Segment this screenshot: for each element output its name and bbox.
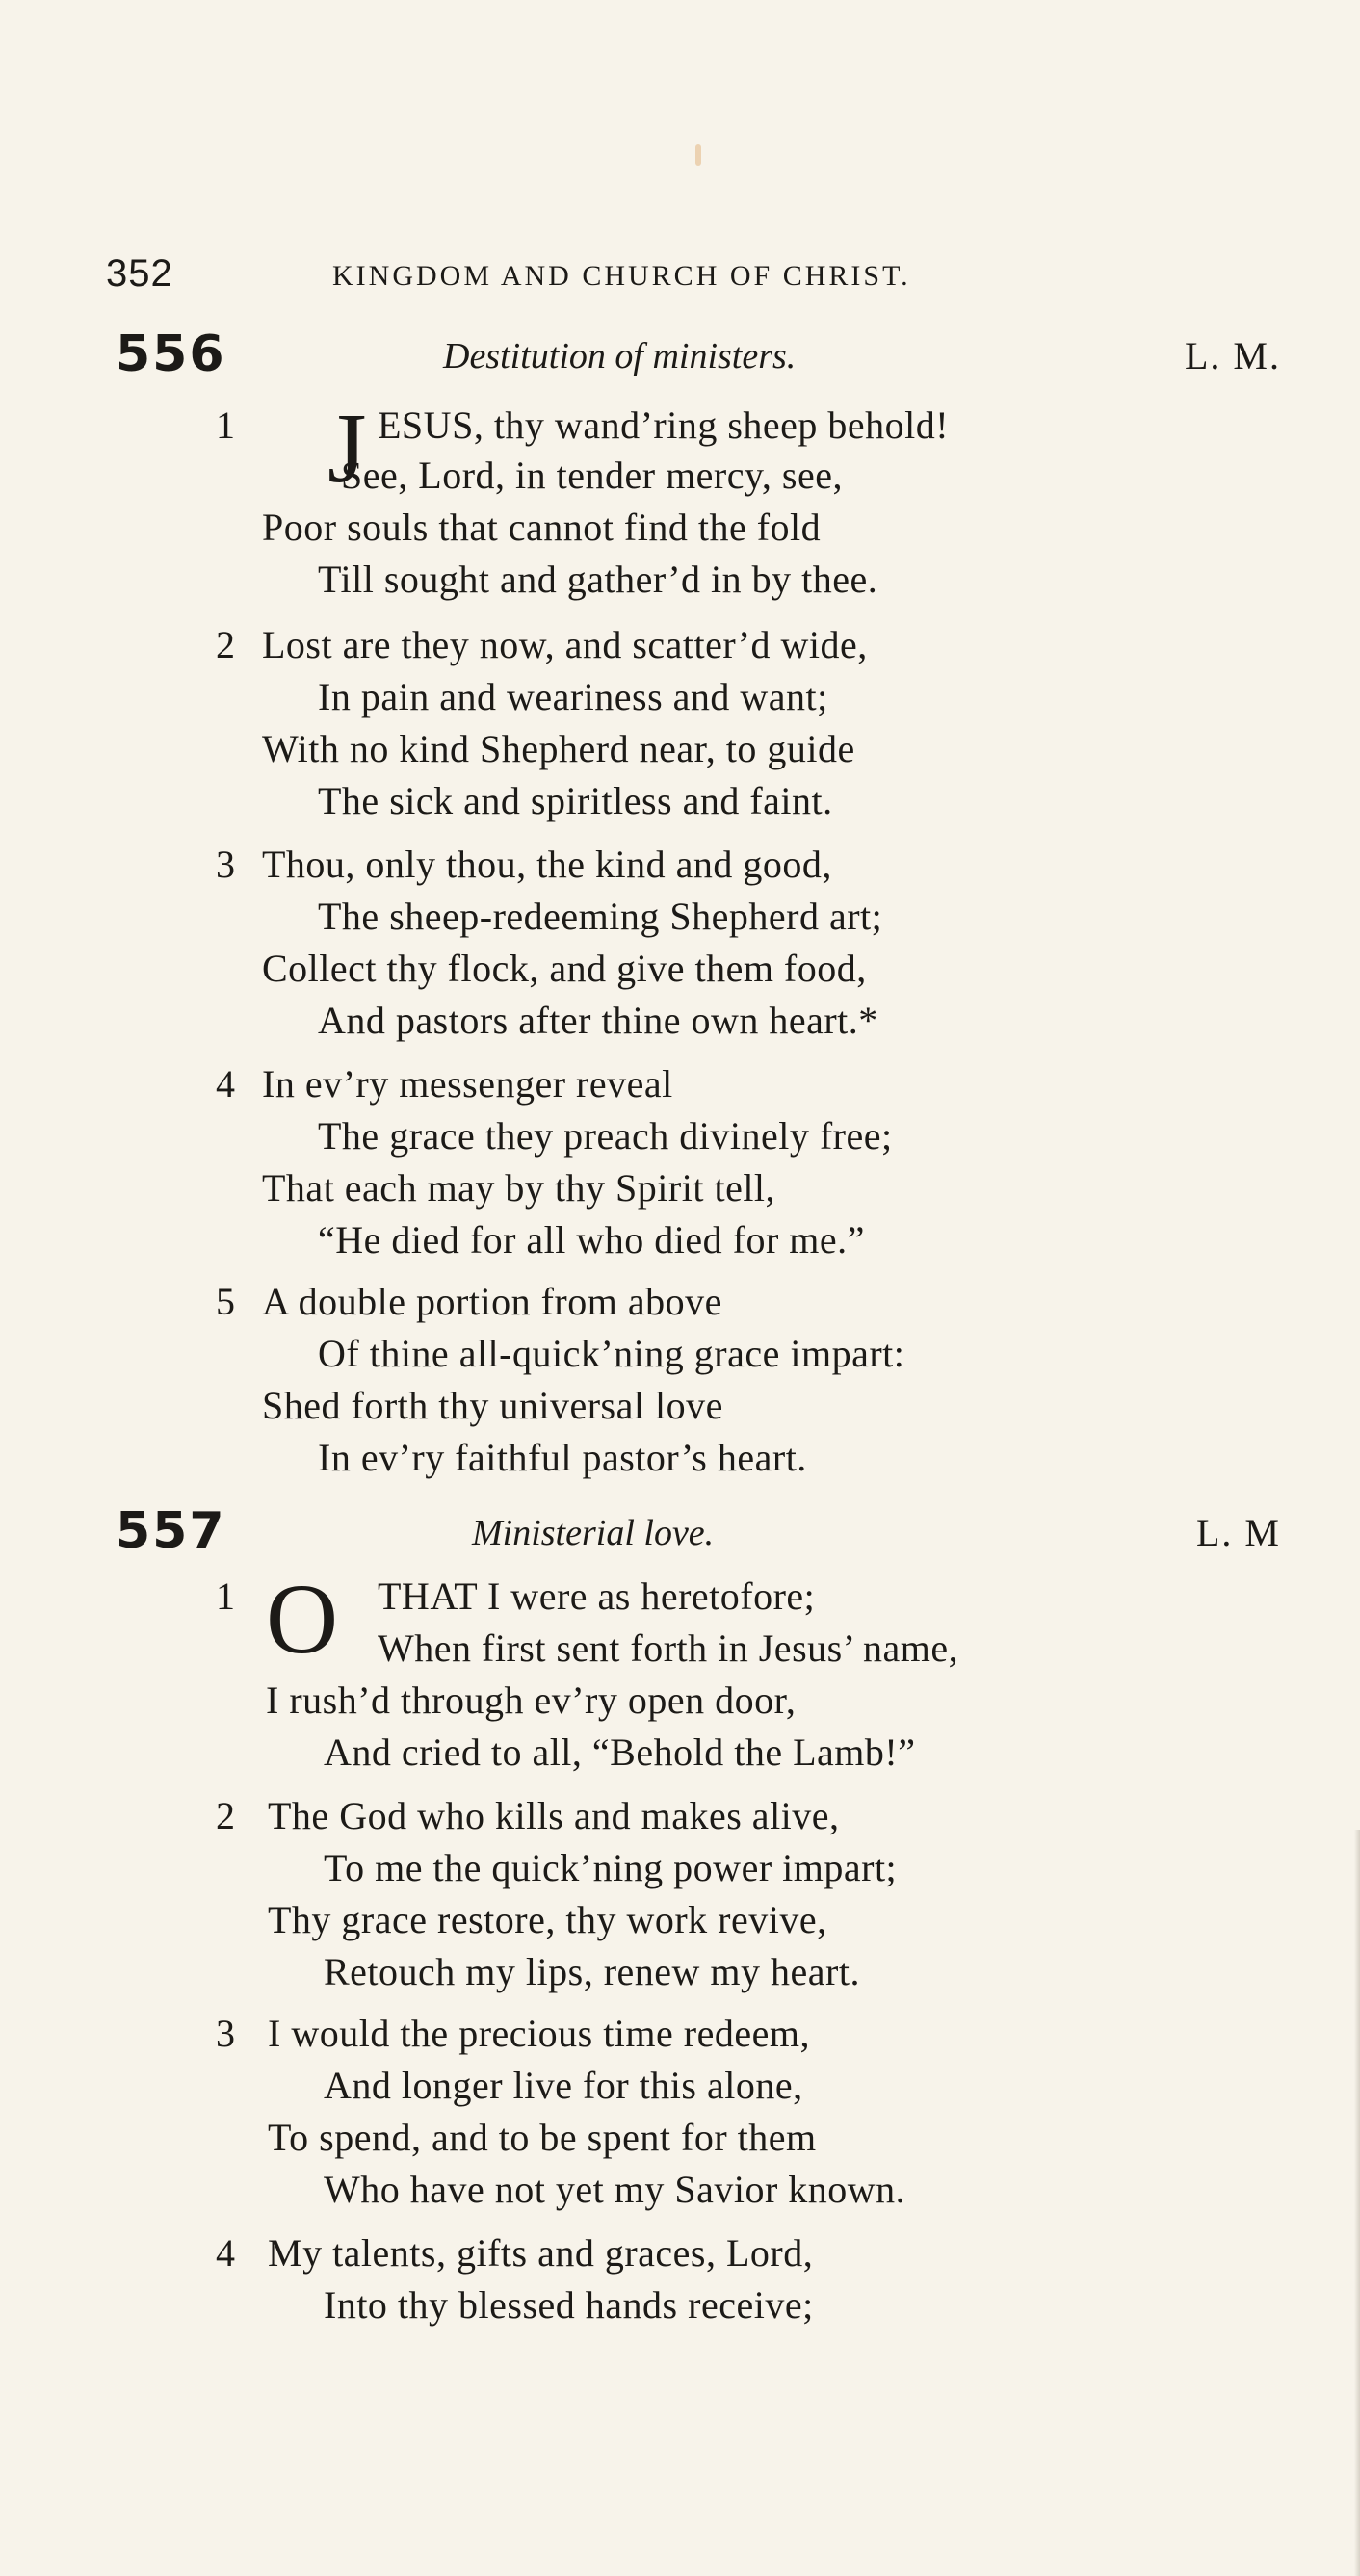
hymn-meter: L. M.	[1185, 334, 1281, 377]
running-head	[106, 252, 1079, 300]
verse-line: “He died for all who died for me.”	[318, 1218, 865, 1262]
verse-line: With no kind Shepherd near, to guide	[262, 727, 855, 770]
verse-line: To me the quick’ning power impart;	[324, 1846, 898, 1889]
stanza-number: 2	[216, 623, 235, 666]
verse-line: The sick and spiritless and faint.	[318, 779, 833, 822]
verse-line: And pastors after thine own heart.*	[318, 999, 878, 1042]
verse-line: Thou, only thou, the kind and good,	[262, 843, 832, 886]
verse-line: I would the precious time redeem,	[268, 2012, 810, 2055]
verse-line: The grace they preach divinely free;	[318, 1114, 893, 1158]
verse-line: In ev’ry faithful pastor’s heart.	[318, 1436, 807, 1479]
stanza-number: 1	[216, 1574, 235, 1618]
running-title: KINGDOM AND CHURCH OF CHRIST.	[332, 260, 911, 292]
stanza-number: 2	[216, 1794, 235, 1837]
drop-capital: O	[266, 1564, 339, 1675]
drop-capital: J	[327, 393, 367, 504]
verse-line: Till sought and gather’d in by thee.	[318, 558, 878, 601]
hymn-number: 557	[116, 1502, 226, 1560]
verse-line: A double portion from above	[262, 1280, 722, 1323]
hymn-556-heading	[116, 325, 1281, 393]
hymn-557-heading	[116, 1502, 1281, 1570]
stanza-number: 5	[216, 1280, 235, 1323]
verse-line: Who have not yet my Savior known.	[324, 2168, 906, 2211]
verse-line: And cried to all, “Behold the Lamb!”	[324, 1730, 916, 1774]
ink-smudge	[695, 144, 701, 166]
verse-line: Poor souls that cannot find the fold	[262, 506, 822, 549]
verse-line: To spend, and to be spent for them	[268, 2116, 817, 2159]
verse-line: The sheep-redeeming Shepherd art;	[318, 895, 883, 938]
verse-line: And longer live for this alone,	[324, 2064, 803, 2107]
verse-line: Thy grace restore, thy work revive,	[268, 1898, 827, 1941]
verse-line: Shed forth thy universal love	[262, 1384, 723, 1427]
hymn-subject: Ministerial love.	[472, 1513, 715, 1553]
verse-line: I rush’d through ev’ry open door,	[266, 1678, 797, 1722]
verse-line: THAT I were as heretofore;	[378, 1574, 816, 1618]
page-edge-shadow	[1354, 1830, 1360, 2576]
verse-line: My talents, gifts and graces, Lord,	[268, 2231, 814, 2275]
verse-line: See, Lord, in tender mercy, see,	[341, 454, 843, 497]
verse-line: Of thine all-quick’ning grace impart:	[318, 1332, 905, 1375]
stanza-number: 1	[216, 403, 235, 447]
page-number: 352	[106, 252, 173, 295]
verse-line: That each may by thy Spirit tell,	[262, 1166, 776, 1210]
stanza-number: 3	[216, 843, 235, 886]
verse-line: The God who kills and makes alive,	[268, 1794, 840, 1837]
stanza-number: 4	[216, 2231, 235, 2275]
stanza-number: 4	[216, 1062, 235, 1106]
hymn-number: 556	[116, 325, 226, 383]
verse-line: ESUS, thy wand’ring sheep behold!	[378, 403, 950, 447]
verse-line: When first sent forth in Jesus’ name,	[378, 1626, 959, 1670]
hymn-meter: L. M	[1196, 1511, 1281, 1554]
verse-line: Into thy blessed hands receive;	[324, 2283, 814, 2327]
verse-line: Retouch my lips, renew my heart.	[324, 1950, 860, 1993]
verse-line: Lost are they now, and scatter’d wide,	[262, 623, 868, 666]
verse-line: In ev’ry messenger reveal	[262, 1062, 673, 1106]
stanza-number: 3	[216, 2012, 235, 2055]
hymn-subject: Destitution of ministers.	[443, 336, 797, 377]
verse-line: Collect thy flock, and give them food,	[262, 947, 867, 990]
verse-line: In pain and weariness and want;	[318, 675, 828, 718]
